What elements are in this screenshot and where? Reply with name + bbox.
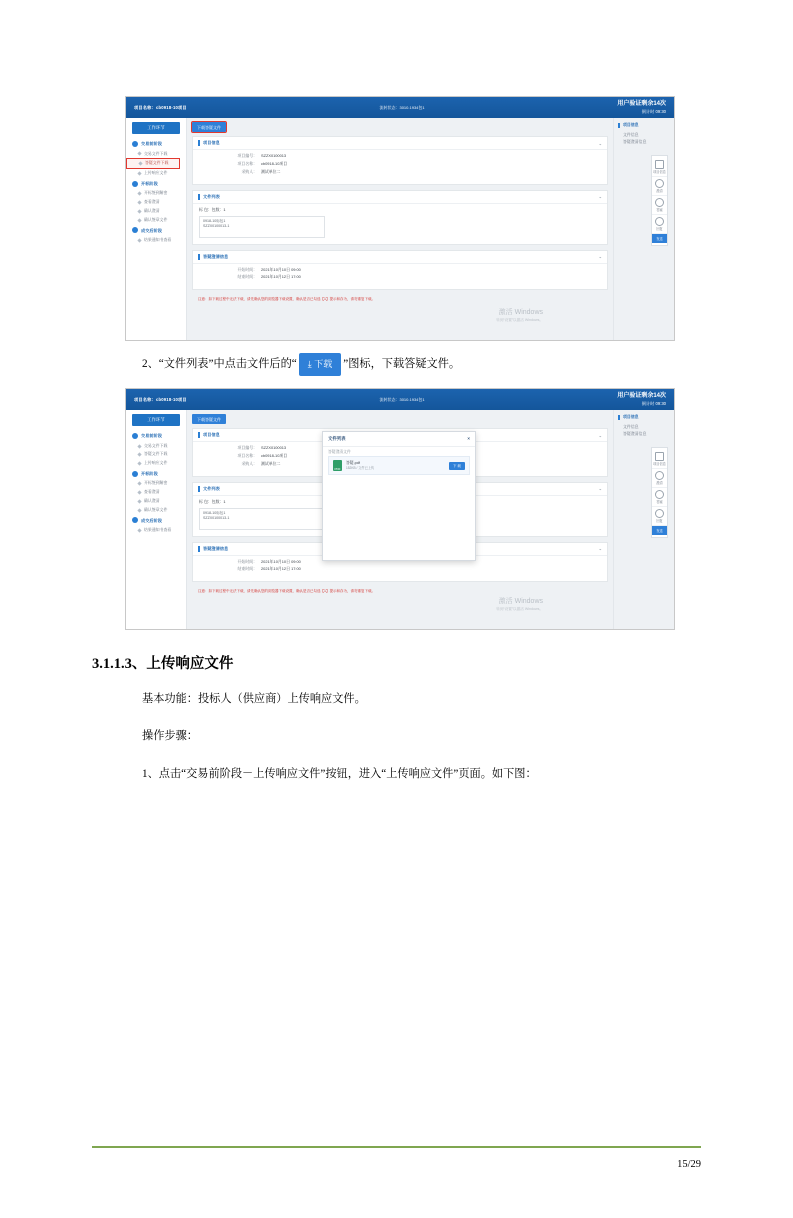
dialog-file-row[interactable] — [328, 456, 470, 475]
sidebar-item-download-trade-file[interactable]: 交易文件下载 — [126, 150, 186, 159]
tool-project-info[interactable]: 项目信息 — [652, 158, 667, 177]
panel-qa-info — [192, 250, 608, 291]
diamond-icon — [137, 499, 141, 503]
panel-header[interactable]: 文件列表 ⌄ — [193, 483, 607, 496]
diamond-icon — [137, 238, 141, 242]
main-content — [187, 118, 613, 340]
sidebar-item-confirm-clarification[interactable]: 确认澄清 — [126, 497, 186, 506]
panel-body — [193, 150, 607, 184]
dialog-title: 文件列表 — [328, 436, 346, 442]
sidebar-item-view-clarification[interactable]: 查看澄清 — [126, 488, 186, 497]
sidebar-item-signin-decrypt[interactable]: 开标签到解密 — [126, 189, 186, 198]
step-2-suffix: ”图标，下载答疑文件。 — [343, 357, 461, 370]
accent-bar-icon — [618, 415, 620, 420]
file-list-dialog — [322, 431, 476, 561]
question-icon — [655, 490, 664, 499]
panel-header[interactable]: 答疑澄清信息 ⌄ — [193, 543, 607, 556]
sidebar-item-upload-response-file[interactable]: 上传响应文件 — [126, 459, 186, 468]
tool-send-button[interactable]: 发送 — [652, 526, 667, 535]
sidebar-item-download-qa-file[interactable]: 答疑文件下载 — [126, 158, 180, 169]
panel-body — [193, 204, 607, 244]
field-row: 项目名称： cb0918-10项目 — [237, 452, 288, 458]
rail-item-qa-info[interactable]: 答疑澄清信息 — [623, 431, 647, 437]
group-bullet-icon — [132, 181, 138, 187]
basic-function-paragraph: 基本功能：投标人（供应商）上传响应文件。 — [142, 693, 366, 706]
file-item[interactable]: 0918-10标包1 — [203, 510, 226, 515]
tool-clarification[interactable]: 澄清 — [652, 177, 667, 196]
field-row: 项目编号： SZZX0100013 — [237, 445, 287, 451]
sidebar-item-upload-response-file[interactable]: 上传响应文件 — [126, 169, 186, 178]
diamond-icon — [137, 508, 141, 512]
field-row: 项目编号： SZZX0100013 — [237, 153, 287, 158]
chevron-down-icon[interactable]: ⌄ — [598, 194, 602, 200]
download-button-illustration — [299, 353, 342, 376]
sidebar-item-view-clarification[interactable]: 查看澄清 — [126, 198, 186, 207]
sidebar-tab-workflow[interactable]: 工作环节 — [132, 414, 180, 426]
sidebar-tab-workflow[interactable]: 工作环节 — [132, 122, 180, 134]
warning-note: 注意：如下载过程中无法下载，请先确认您的浏览器下载设置，确认是否已勾选【1】提示和存为，请勿重复下载。 — [198, 589, 375, 594]
diamond-icon — [137, 453, 141, 457]
diamond-icon — [137, 528, 141, 532]
panel-body — [193, 264, 607, 290]
sidebar-item-confirm-clarification[interactable]: 确认澄清 — [126, 207, 186, 216]
operation-steps-label: 操作步骤： — [142, 730, 198, 743]
diamond-icon — [137, 200, 141, 204]
file-item[interactable]: 0918-10标包1 — [203, 218, 226, 223]
chevron-down-icon[interactable]: ⌄ — [598, 140, 602, 146]
sidebar-item-confirm-signed-file[interactable]: 确认签章文件 — [126, 506, 186, 515]
close-icon[interactable]: × — [467, 436, 470, 442]
document-icon — [655, 160, 664, 169]
watermark-sub: 转到“设置”以激活 Windows。 — [496, 317, 543, 322]
sidebar-item-result-notice[interactable]: 结果通知书查看 — [126, 236, 186, 245]
diamond-icon — [138, 162, 142, 166]
panel-header[interactable]: 项目信息 ⌄ — [193, 137, 607, 150]
field-row: 采购人： 测试单位二 — [241, 460, 281, 466]
file-item-code[interactable]: SZZX0100013-1 — [203, 223, 230, 228]
panel-project-info — [192, 136, 608, 185]
rail-item-qa-info[interactable]: 答疑澄清信息 — [623, 139, 647, 145]
accent-bar-icon — [198, 140, 200, 146]
rail-item-file-info[interactable]: 文件信息 — [623, 131, 639, 137]
topbar-status: 流转状态：3010.1934包1 — [379, 105, 425, 110]
field-row: 结束时间： 2021年10月12日 17:00 — [237, 274, 301, 280]
topbar-project: 项目名称：cb0918-10项目 — [134, 104, 187, 110]
file-item-code[interactable]: SZZX0100013-1 — [203, 515, 230, 520]
windows-watermark — [496, 598, 543, 611]
rail-title: 项目信息 — [618, 123, 670, 128]
field-row: 开始时间： 2021年10月10日 09:00 — [237, 266, 301, 272]
diamond-icon — [137, 462, 141, 466]
download-qa-file-button[interactable]: 下载答疑文件 — [192, 414, 226, 424]
sidebar-group-bid-opening[interactable]: 开标阶段 — [126, 468, 186, 479]
rail-item-file-info[interactable]: 文件信息 — [623, 423, 639, 429]
tool-qa[interactable]: 答疑 — [652, 488, 667, 507]
package-count: 标 包：包数：1 — [199, 206, 226, 212]
dialog-header — [323, 432, 475, 447]
panel-header[interactable]: 文件列表 ⌄ — [193, 191, 607, 204]
floating-tool-column — [651, 447, 668, 538]
field-row: 结束时间： 2021年10月12日 17:00 — [237, 566, 301, 572]
tool-qa[interactable]: 答疑 — [652, 196, 667, 215]
footer-divider — [92, 1146, 701, 1148]
document-page — [0, 96, 793, 1218]
app-topbar — [126, 389, 674, 410]
field-row: 开始时间： 2021年10月10日 09:00 — [237, 558, 301, 564]
watermark-main: 激活 Windows — [498, 597, 543, 605]
accent-bar-icon — [198, 254, 200, 260]
tool-clarification[interactable]: 澄清 — [652, 469, 667, 488]
download-arrow-icon: ⤓ — [307, 359, 315, 369]
diamond-icon — [137, 209, 141, 213]
sidebar-item-download-trade-file[interactable]: 交易文件下载 — [126, 442, 186, 451]
watermark-sub: 转到“设置”以激活 Windows。 — [496, 606, 543, 611]
chevron-down-icon[interactable]: ⌄ — [598, 432, 602, 438]
group-bullet-icon — [132, 433, 138, 439]
topbar-project: 项目名称：cb0918-10项目 — [134, 396, 187, 402]
sidebar-group-pre-trade[interactable]: 交易前阶段 — [126, 431, 186, 442]
download-label: 下载 — [314, 359, 333, 369]
field-row: 采购人： 测试单位二 — [241, 168, 281, 174]
chevron-down-icon[interactable]: ⌄ — [598, 254, 602, 259]
tool-project-info[interactable]: 项目信息 — [652, 450, 667, 469]
chat-icon — [655, 179, 664, 188]
topbar-countdown — [617, 392, 666, 407]
diamond-icon — [137, 152, 141, 156]
panel-header[interactable]: 项目信息 ⌄ — [193, 429, 607, 442]
file-meta: 152KB / 文件已上传 — [346, 466, 375, 471]
panel-header[interactable]: 答疑澄清信息 ⌄ — [193, 251, 607, 264]
accent-bar-icon — [198, 546, 200, 552]
topbar-timer: 倒计时 09:30 — [641, 108, 666, 114]
page-number: 15/29 — [677, 1159, 701, 1170]
file-info — [346, 461, 374, 470]
chevron-down-icon[interactable]: ⌄ — [598, 546, 602, 552]
rail-title: 项目信息 — [618, 415, 670, 420]
accent-bar-icon — [618, 123, 620, 128]
document-icon — [655, 452, 664, 461]
package-count: 标 包：包数：1 — [199, 498, 226, 504]
topbar-timer: 倒计时 09:30 — [641, 400, 666, 406]
tool-send-button[interactable]: 发送 — [652, 234, 667, 243]
app-topbar — [126, 97, 674, 118]
topbar-status: 流转状态：3010.1934包1 — [379, 397, 425, 403]
chat-icon — [655, 471, 664, 480]
field-row: 项目名称： cb0918-10项目 — [237, 160, 288, 166]
reply-icon — [655, 217, 664, 226]
sidebar-group-pre-trade[interactable]: 交易前阶段 — [126, 139, 186, 150]
step-1-paragraph: 1、点击“交易前阶段－上传响应文件”按钮，进入“上传响应文件”页面。如下图： — [142, 767, 537, 780]
question-icon — [655, 198, 664, 207]
diamond-icon — [137, 490, 141, 494]
floating-tool-column — [651, 155, 668, 246]
group-bullet-icon — [132, 227, 138, 233]
panel-file-list — [192, 190, 608, 245]
diamond-icon — [137, 172, 141, 176]
reply-icon — [655, 509, 664, 518]
sidebar — [126, 410, 187, 629]
tool-reply[interactable]: 回复 — [652, 215, 667, 234]
topbar-countdown — [617, 100, 666, 115]
screenshot-figure-1 — [125, 96, 675, 341]
sidebar — [126, 118, 187, 340]
sidebar-group-post-trade[interactable]: 成交后阶段 — [126, 515, 186, 526]
file-name: 答疑.pdf — [346, 461, 360, 466]
diamond-icon — [137, 444, 141, 448]
pdf-file-icon: PDF — [333, 460, 342, 471]
dialog-subtitle: 答疑澄清文件 — [328, 449, 351, 454]
file-list-box[interactable] — [199, 508, 325, 530]
sidebar-item-signin-decrypt[interactable]: 开标签到解密 — [126, 479, 186, 488]
watermark-main: 激活 Windows — [498, 308, 543, 316]
accent-bar-icon — [198, 194, 200, 200]
download-qa-file-button[interactable]: 下载答疑文件 — [192, 122, 226, 132]
diamond-icon — [137, 191, 141, 195]
sidebar-group-bid-opening[interactable]: 开标阶段 — [126, 178, 186, 189]
diamond-icon — [137, 218, 141, 222]
warning-note: 注意：如下载过程中无法下载，请先确认您的浏览器下载设置，确认是否已勾选【1】提示和存为，请勿重复下载。 — [198, 297, 375, 302]
group-bullet-icon — [132, 517, 138, 523]
screenshot-figure-2 — [125, 388, 675, 630]
dialog-download-button[interactable]: 下 载 — [449, 462, 465, 470]
topbar-verify-count: 用户验证剩余14次 — [617, 101, 666, 108]
chevron-down-icon[interactable]: ⌄ — [598, 486, 602, 492]
section-heading: 3.1.1.3、上传响应文件 — [92, 656, 234, 673]
accent-bar-icon — [198, 432, 200, 438]
step-2-prefix: 2、“文件列表”中点击文件后的“ — [142, 357, 297, 370]
sidebar-item-result-notice[interactable]: 结果通知书查看 — [126, 526, 186, 535]
tool-reply[interactable]: 回复 — [652, 507, 667, 526]
sidebar-group-post-trade[interactable]: 成交后阶段 — [126, 225, 186, 236]
step-2-paragraph — [142, 353, 701, 376]
diamond-icon — [137, 482, 141, 486]
sidebar-item-confirm-signed-file[interactable]: 确认签章文件 — [126, 216, 186, 225]
accent-bar-icon — [198, 486, 200, 492]
windows-watermark — [496, 309, 543, 322]
topbar-verify-count: 用户验证剩余14次 — [617, 393, 666, 400]
group-bullet-icon — [132, 141, 138, 147]
group-bullet-icon — [132, 471, 138, 477]
file-list-box[interactable] — [199, 216, 325, 238]
sidebar-item-download-qa-file[interactable]: 答疑文件下载 — [126, 450, 186, 459]
